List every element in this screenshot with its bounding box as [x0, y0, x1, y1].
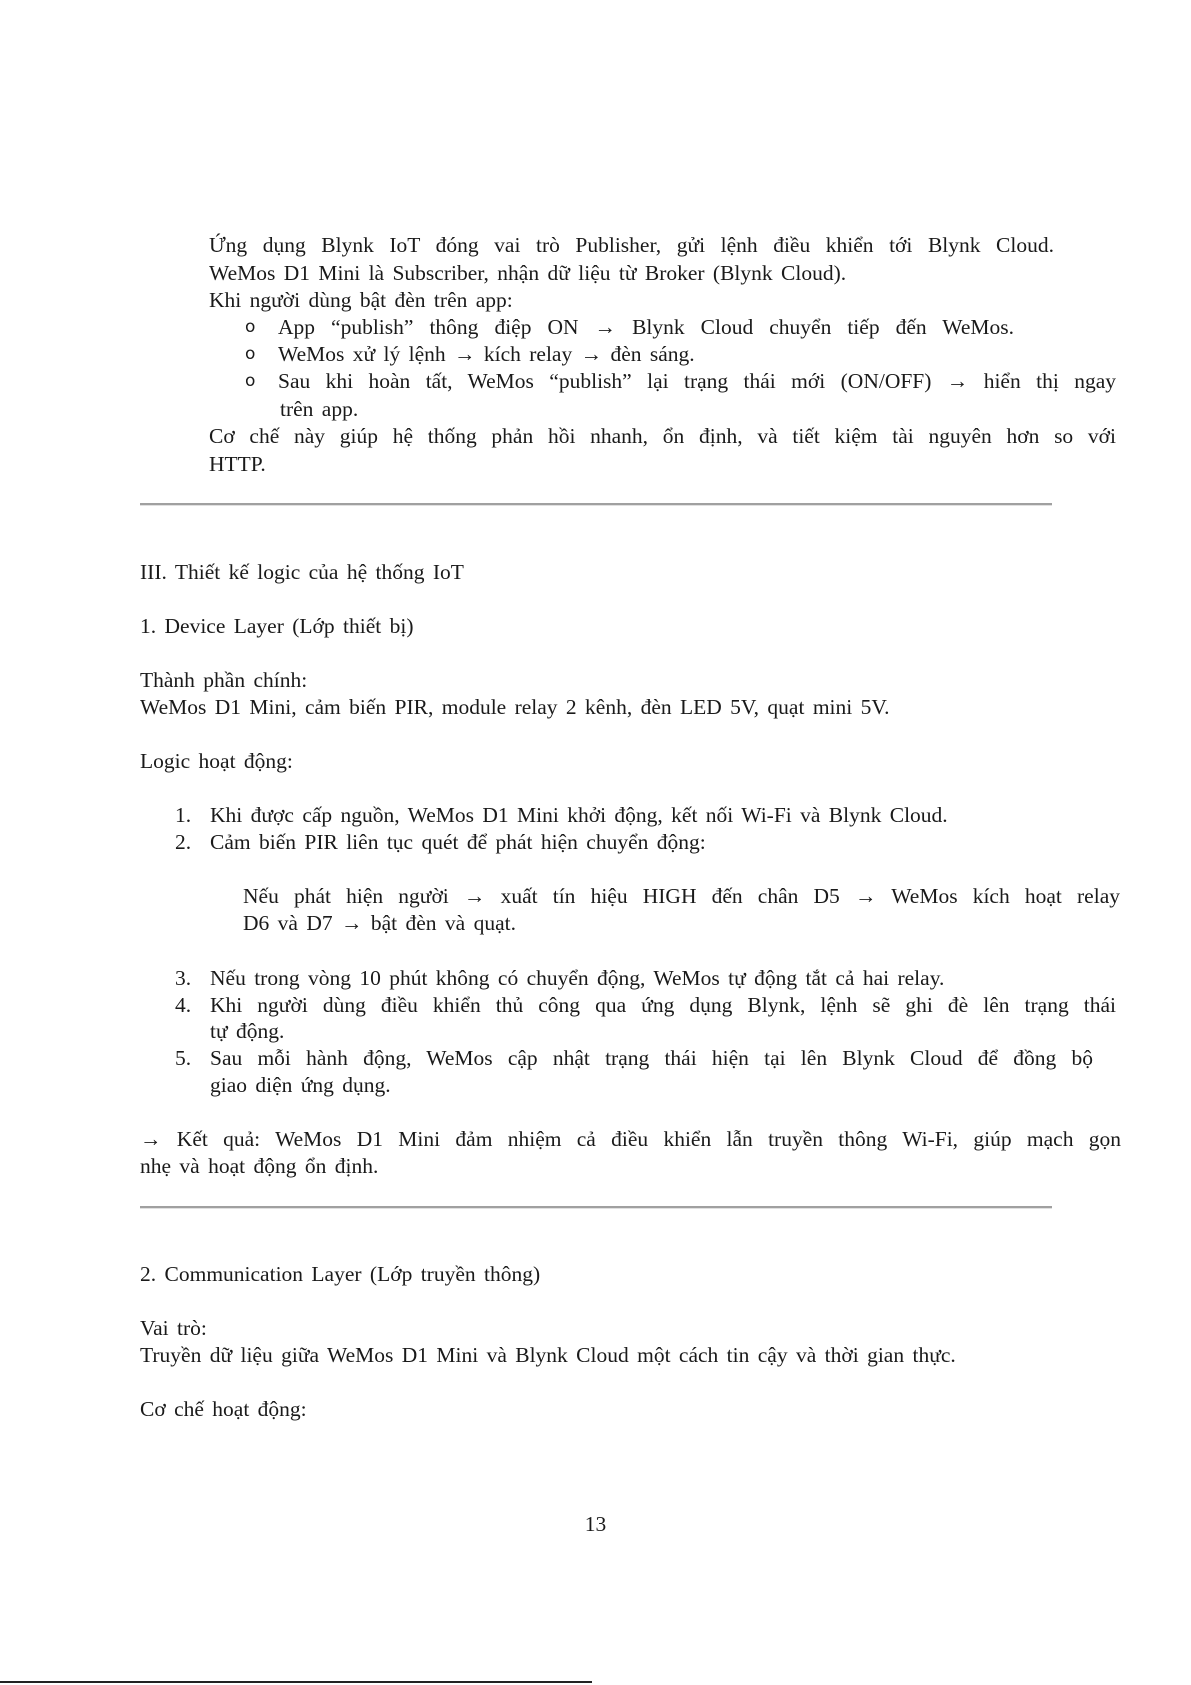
- sub-list-item: App “publish” thông điệp ON → Blynk Cloud chuyển tiếp đến WeMos.: [278, 315, 1014, 339]
- role-text: Truyền dữ liệu giữa WeMos D1 Mini và Blynk Cloud một cách tin cậy và thời gian thực.: [140, 1343, 956, 1367]
- list-item-continuation: HTTP.: [209, 452, 266, 476]
- subsection-heading-device-layer: 1. Device Layer (Lớp thiết bị): [140, 614, 414, 638]
- sub-list-item: Sau khi hoàn tất, WeMos “publish” lại trạng thái mới (ON/OFF) → hiển thị ngay: [278, 369, 1116, 393]
- step-number: 3.: [175, 966, 192, 990]
- subsection-heading-communication-layer: 2. Communication Layer (Lớp truyền thông): [140, 1262, 541, 1286]
- step-text: Nếu trong vòng 10 phút không có chuyển động, WeMos tự động tắt cả hai relay.: [210, 966, 945, 990]
- page-number: 13: [584, 1512, 607, 1536]
- sub-list-item: WeMos xử lý lệnh → kích relay → đèn sáng.: [278, 342, 695, 366]
- horizontal-rule: [140, 1206, 1052, 1209]
- step-text: Sau mỗi hành động, WeMos cập nhật trạng thái hiện tại lên Blynk Cloud để đồng bộ: [210, 1046, 1093, 1070]
- list-item: WeMos D1 Mini là Subscriber, nhận dữ liệu từ Broker (Blynk Cloud).: [209, 261, 847, 285]
- horizontal-rule: [140, 503, 1052, 506]
- components-text: WeMos D1 Mini, cảm biến PIR, module relay 2 kênh, đèn LED 5V, quạt mini 5V.: [140, 695, 890, 719]
- step-number: 2.: [175, 830, 192, 854]
- mechanism-label: Cơ chế hoạt động:: [140, 1397, 307, 1421]
- section-heading: III. Thiết kế logic của hệ thống IoT: [140, 560, 464, 584]
- logic-label: Logic hoạt động:: [140, 749, 293, 773]
- step-number: 1.: [175, 803, 192, 827]
- role-label: Vai trò:: [140, 1316, 207, 1340]
- sub-bullet-text: Nếu phát hiện người → xuất tín hiệu HIGH đến chân D5 → WeMos kích hoạt relay: [243, 884, 1120, 908]
- list-item: Ứng dụng Blynk IoT đóng vai trò Publisher, gửi lệnh điều khiển tới Blynk Cloud.: [209, 233, 1054, 257]
- step-continuation: tự động.: [210, 1019, 285, 1043]
- sub-list-item-continuation: trên app.: [280, 397, 359, 421]
- components-label: Thành phần chính:: [140, 668, 308, 692]
- step-text: Khi người dùng điều khiển thủ công qua ứng dụng Blynk, lệnh sẽ ghi đè lên trạng thái: [210, 993, 1116, 1017]
- sub-bullet-marker: o: [245, 371, 256, 391]
- step-number: 5.: [175, 1046, 192, 1070]
- result-text: → Kết quả: WeMos D1 Mini đảm nhiệm cả điều khiển lẫn truyền thông Wi-Fi, giúp mạch gọn: [140, 1127, 1121, 1151]
- step-continuation: giao diện ứng dụng.: [210, 1073, 391, 1097]
- sub-bullet-marker: o: [245, 344, 256, 364]
- list-item: Khi người dùng bật đèn trên app:: [209, 288, 513, 312]
- sub-bullet-continuation: D6 và D7 → bật đèn và quạt.: [243, 911, 516, 935]
- step-number: 4.: [175, 993, 192, 1017]
- step-text: Cảm biến PIR liên tục quét để phát hiện chuyển động:: [210, 830, 706, 854]
- result-text-continuation: nhẹ và hoạt động ổn định.: [140, 1154, 379, 1178]
- list-item: Cơ chế này giúp hệ thống phản hồi nhanh, ổn định, và tiết kiệm tài nguyên hơn so với: [209, 424, 1116, 448]
- sub-bullet-marker: o: [245, 317, 256, 337]
- footer-line: [0, 1681, 592, 1683]
- step-text: Khi được cấp nguồn, WeMos D1 Mini khởi động, kết nối Wi-Fi và Blynk Cloud.: [210, 803, 948, 827]
